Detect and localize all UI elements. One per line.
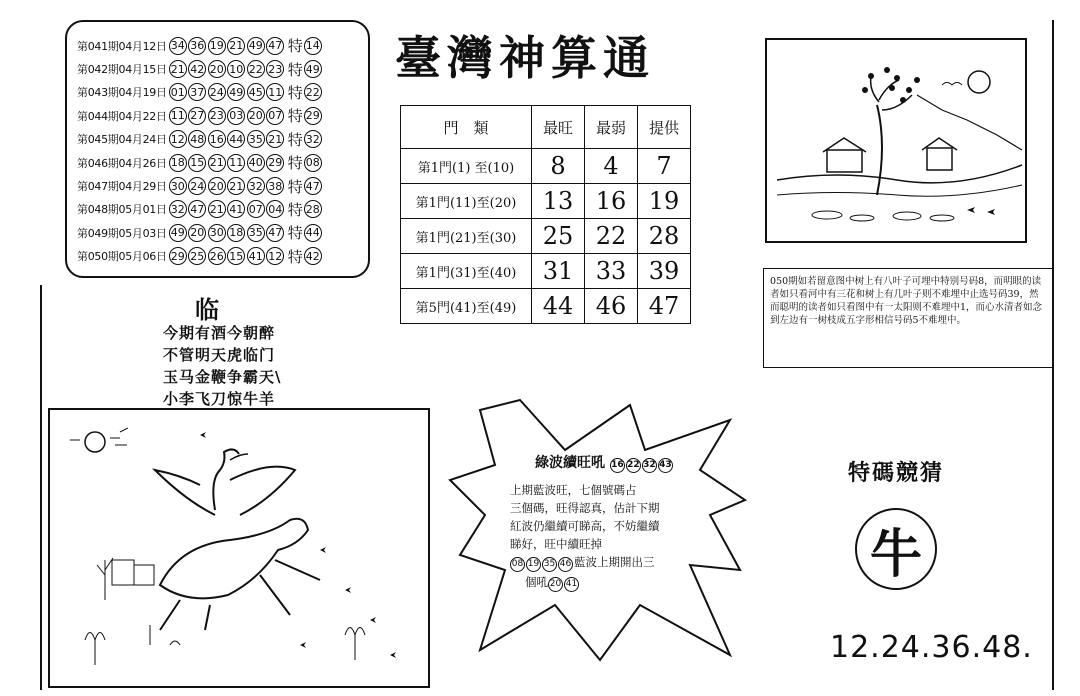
number-ball: 20 bbox=[208, 177, 226, 195]
history-row bbox=[77, 221, 360, 244]
zone-label: 第5門(41)至(49) bbox=[401, 289, 532, 324]
number-ball: 21 bbox=[208, 154, 226, 172]
zodiac-circle bbox=[855, 508, 937, 590]
zone-value: 31 bbox=[532, 254, 585, 289]
guess-numbers: 12.24.36.48. bbox=[830, 630, 1033, 665]
history-row bbox=[77, 104, 360, 127]
page-title: 臺灣神算通 bbox=[395, 31, 655, 85]
number-ball: 45 bbox=[247, 83, 265, 101]
crane-deer-illustration bbox=[50, 410, 428, 686]
number-ball: 41 bbox=[564, 577, 579, 592]
number-ball: 10 bbox=[227, 60, 245, 78]
burst-ball-line bbox=[510, 554, 655, 572]
number-ball: 41 bbox=[247, 247, 265, 265]
number-ball: 19 bbox=[208, 37, 226, 55]
special-number-ball: 22 bbox=[304, 83, 322, 101]
history-date: 第045期04月24日 bbox=[77, 133, 167, 147]
history-row bbox=[77, 198, 360, 221]
number-ball: 11 bbox=[227, 154, 245, 172]
number-ball: 29 bbox=[266, 154, 284, 172]
special-number-ball: 42 bbox=[304, 247, 322, 265]
zone-value: 22 bbox=[585, 219, 638, 254]
zone-value: 16 bbox=[585, 184, 638, 219]
poem-line: 小李飞刀惊牛羊 bbox=[163, 390, 276, 408]
number-ball: 49 bbox=[227, 83, 245, 101]
zone-value: 19 bbox=[638, 184, 691, 219]
header-provided: 提供 bbox=[638, 106, 691, 149]
history-date: 第050期05月06日 bbox=[77, 250, 167, 264]
number-ball: 32 bbox=[247, 177, 265, 195]
special-label: 特 bbox=[287, 247, 303, 266]
burst-text-line: 睇好，旺中續旺掉 bbox=[510, 537, 602, 551]
number-ball: 35 bbox=[247, 224, 265, 242]
number-ball: 21 bbox=[266, 130, 284, 148]
number-ball: 30 bbox=[208, 224, 226, 242]
header-weakest: 最弱 bbox=[585, 106, 638, 149]
special-number-ball: 49 bbox=[304, 60, 322, 78]
number-ball: 35 bbox=[542, 557, 557, 572]
table-row bbox=[401, 184, 691, 219]
table-row bbox=[401, 254, 691, 289]
burst-bottom-text: 藍波上期開出三 bbox=[574, 555, 655, 569]
history-row bbox=[77, 151, 360, 174]
number-ball: 32 bbox=[169, 200, 187, 218]
number-ball: 08 bbox=[510, 557, 525, 572]
history-row bbox=[77, 34, 360, 57]
special-label: 特 bbox=[287, 130, 303, 149]
number-ball: 20 bbox=[247, 107, 265, 125]
history-date: 第047期04月29日 bbox=[77, 180, 167, 194]
zone-value: 44 bbox=[532, 289, 585, 324]
zone-value: 47 bbox=[638, 289, 691, 324]
burst-last-line bbox=[525, 574, 580, 592]
special-label: 特 bbox=[287, 200, 303, 219]
special-number-ball: 32 bbox=[304, 130, 322, 148]
number-ball: 15 bbox=[227, 247, 245, 265]
number-ball: 15 bbox=[188, 154, 206, 172]
number-ball: 42 bbox=[188, 60, 206, 78]
draw-history-panel bbox=[65, 20, 370, 278]
zone-value: 28 bbox=[638, 219, 691, 254]
number-ball: 16 bbox=[208, 130, 226, 148]
special-label: 特 bbox=[287, 224, 303, 243]
number-ball: 22 bbox=[626, 458, 641, 473]
number-ball: 11 bbox=[266, 83, 284, 101]
burst-last-prefix: 個吼 bbox=[525, 575, 548, 589]
number-ball: 38 bbox=[266, 177, 284, 195]
riddle-explanation: 050期如若留意图中树上有八叶子可埋中特别号码8，而明眼的读者如只看河中有三花和树上有几叶子则不难埋中止选号码39，然而聪明的读者如只看图中有一太阳则不难埋中1，而心水清者如念到左边有一树枝成五字形相信号码5不难埋中。 bbox=[763, 268, 1053, 368]
landscape-illustration bbox=[767, 40, 1025, 241]
poem-line: 今期有酒今朝醉 bbox=[163, 324, 276, 342]
poem-line: 玉马金鞭争霸天\ bbox=[163, 368, 282, 386]
special-number-ball: 08 bbox=[304, 154, 322, 172]
number-ball: 07 bbox=[247, 200, 265, 218]
number-ball: 21 bbox=[208, 200, 226, 218]
burst-text-line: 上期藍波旺，七個號碼占 bbox=[510, 483, 637, 497]
history-date: 第042期04月15日 bbox=[77, 63, 167, 77]
history-date: 第041期04月12日 bbox=[77, 39, 167, 53]
number-ball: 44 bbox=[227, 130, 245, 148]
number-ball: 24 bbox=[208, 83, 226, 101]
history-date: 第048期05月01日 bbox=[77, 203, 167, 217]
number-ball: 46 bbox=[558, 557, 573, 572]
zodiac-character: 牛 bbox=[869, 523, 922, 585]
number-ball: 36 bbox=[188, 37, 206, 55]
history-date: 第043期04月19日 bbox=[77, 86, 167, 100]
header-category: 門 類 bbox=[401, 106, 532, 149]
number-ball: 41 bbox=[227, 200, 245, 218]
special-number-ball: 14 bbox=[304, 37, 322, 55]
zone-label: 第1門(1) 至(10) bbox=[401, 149, 532, 184]
number-ball: 04 bbox=[266, 200, 284, 218]
zone-value: 8 bbox=[532, 149, 585, 184]
number-ball: 12 bbox=[266, 247, 284, 265]
number-ball: 21 bbox=[227, 177, 245, 195]
zone-value: 7 bbox=[638, 149, 691, 184]
number-ball: 34 bbox=[169, 37, 187, 55]
burst-title-text: 綠波續旺吼 bbox=[535, 455, 605, 471]
history-row bbox=[77, 245, 360, 268]
riddle-picture bbox=[765, 38, 1027, 243]
number-ball: 27 bbox=[188, 107, 206, 125]
number-ball: 12 bbox=[169, 130, 187, 148]
zone-value: 13 bbox=[532, 184, 585, 219]
left-border-line bbox=[40, 285, 42, 690]
number-ball: 47 bbox=[188, 200, 206, 218]
poem-line: 不管明天虎临门 bbox=[163, 346, 276, 364]
special-number-ball: 29 bbox=[304, 107, 322, 125]
number-ball: 21 bbox=[169, 60, 187, 78]
special-label: 特 bbox=[287, 37, 303, 56]
number-ball: 01 bbox=[169, 83, 187, 101]
history-row bbox=[77, 57, 360, 80]
zone-table bbox=[400, 105, 691, 324]
number-ball: 47 bbox=[266, 224, 284, 242]
history-row bbox=[77, 81, 360, 104]
special-label: 特 bbox=[287, 177, 303, 196]
number-ball: 26 bbox=[208, 247, 226, 265]
zone-label: 第1門(31)至(40) bbox=[401, 254, 532, 289]
header-hottest: 最旺 bbox=[532, 106, 585, 149]
number-ball: 03 bbox=[227, 107, 245, 125]
special-guess-title: 特碼競猜 bbox=[848, 460, 945, 486]
number-ball: 20 bbox=[548, 577, 563, 592]
burst-text-line: 三個碼，旺得認真，估計下期 bbox=[510, 501, 660, 515]
number-ball: 22 bbox=[247, 60, 265, 78]
number-ball: 30 bbox=[169, 177, 187, 195]
special-number-ball: 47 bbox=[304, 177, 322, 195]
history-row bbox=[77, 128, 360, 151]
number-ball: 37 bbox=[188, 83, 206, 101]
special-label: 特 bbox=[287, 107, 303, 126]
number-ball: 32 bbox=[642, 458, 657, 473]
zone-value: 4 bbox=[585, 149, 638, 184]
special-number-ball: 44 bbox=[304, 224, 322, 242]
history-date: 第049期05月03日 bbox=[77, 226, 167, 240]
number-ball: 25 bbox=[188, 247, 206, 265]
number-ball: 20 bbox=[208, 60, 226, 78]
special-label: 特 bbox=[287, 154, 303, 173]
number-ball: 35 bbox=[247, 130, 265, 148]
number-ball: 18 bbox=[169, 154, 187, 172]
number-ball: 19 bbox=[526, 557, 541, 572]
number-ball: 24 bbox=[188, 177, 206, 195]
table-header-row bbox=[401, 106, 691, 149]
number-ball: 11 bbox=[169, 107, 187, 125]
number-ball: 47 bbox=[266, 37, 284, 55]
special-number-ball: 28 bbox=[304, 200, 322, 218]
zone-value: 46 bbox=[585, 289, 638, 324]
number-ball: 20 bbox=[188, 224, 206, 242]
history-row bbox=[77, 174, 360, 197]
special-label: 特 bbox=[287, 60, 303, 79]
table-row bbox=[401, 149, 691, 184]
special-label: 特 bbox=[287, 83, 303, 102]
number-ball: 29 bbox=[169, 247, 187, 265]
poem-title: 临 bbox=[195, 295, 219, 324]
zone-value: 25 bbox=[532, 219, 585, 254]
burst-text-line: 紅波仍繼續可睇高，不妨繼續 bbox=[510, 519, 660, 533]
zone-value: 39 bbox=[638, 254, 691, 289]
crane-deer-picture bbox=[48, 408, 430, 688]
number-ball: 23 bbox=[208, 107, 226, 125]
zone-value: 33 bbox=[585, 254, 638, 289]
number-ball: 16 bbox=[610, 458, 625, 473]
zone-label: 第1門(21)至(30) bbox=[401, 219, 532, 254]
number-ball: 21 bbox=[227, 37, 245, 55]
number-ball: 49 bbox=[169, 224, 187, 242]
number-ball: 40 bbox=[247, 154, 265, 172]
number-ball: 23 bbox=[266, 60, 284, 78]
number-ball: 07 bbox=[266, 107, 284, 125]
table-row bbox=[401, 219, 691, 254]
number-ball: 18 bbox=[227, 224, 245, 242]
burst-title bbox=[535, 452, 674, 473]
history-date: 第046期04月26日 bbox=[77, 156, 167, 170]
number-ball: 48 bbox=[188, 130, 206, 148]
number-ball: 43 bbox=[658, 458, 673, 473]
history-date: 第044期04月22日 bbox=[77, 109, 167, 123]
zone-label: 第1門(11)至(20) bbox=[401, 184, 532, 219]
table-row bbox=[401, 289, 691, 324]
number-ball: 49 bbox=[247, 37, 265, 55]
